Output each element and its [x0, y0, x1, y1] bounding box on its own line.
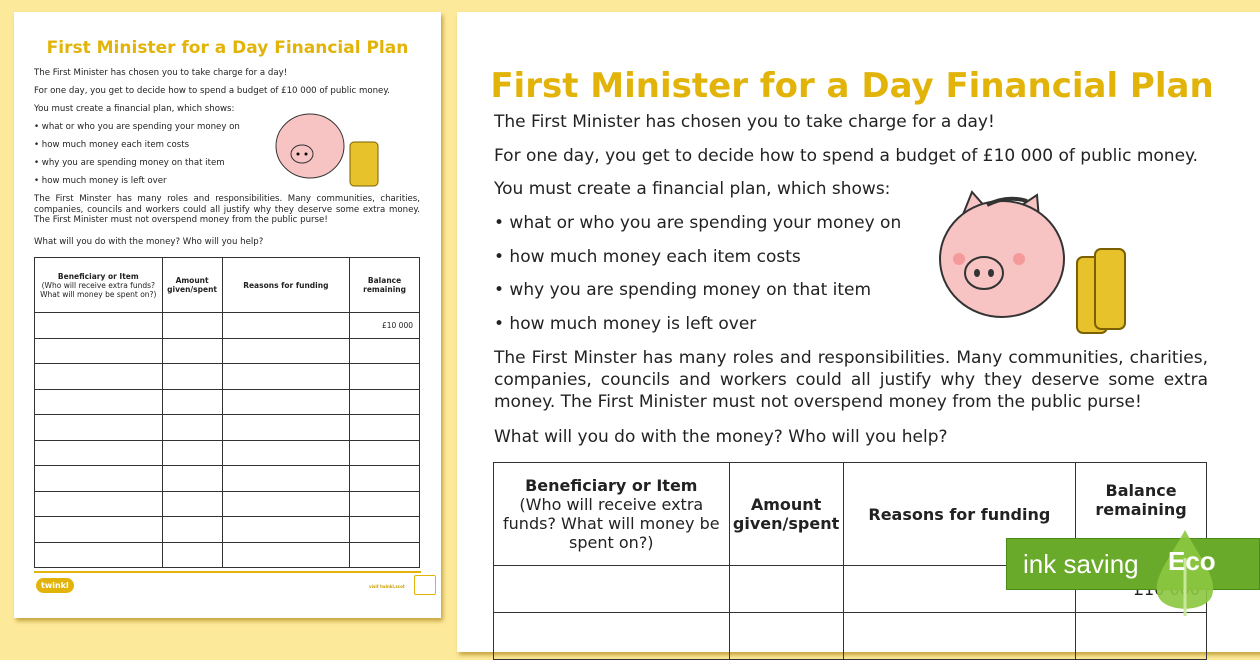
twinkl-logo: twinkl — [36, 578, 74, 593]
table-row — [494, 613, 1207, 660]
intro-line: The First Minister has chosen you to take charge for a day! — [494, 112, 995, 132]
question: What will you do with the money? Who will you help? — [494, 427, 948, 447]
header-beneficiary: Beneficiary or Item (Who will receive extra funds? What will money be spent on?) — [494, 463, 730, 566]
bullet: • what or who you are spending your money on — [494, 213, 902, 233]
header-reasons: Reasons for funding — [222, 258, 350, 313]
table-row — [35, 517, 420, 543]
worksheet-thumbnail — [14, 12, 441, 618]
header-beneficiary: Beneficiary or Item (Who will receive extra funds? What will money be spent on?) — [35, 258, 163, 313]
table-row — [35, 466, 420, 492]
visit-link: visit twinkl.scot — [369, 584, 405, 589]
bullet: • what or who you are spending your money on — [34, 122, 240, 132]
table-row — [35, 542, 420, 568]
footer-divider — [34, 571, 421, 573]
worksheet-title: First Minister for a Day Financial Plan — [46, 38, 409, 58]
intro-line: For one day, you get to decide how to spend a budget of £10 000 of public money. — [494, 146, 1199, 166]
bullet: • how much money each item costs — [494, 247, 801, 267]
bullet: • how much money is left over — [34, 176, 167, 186]
table-row — [35, 440, 420, 466]
table-row — [35, 389, 420, 415]
bullet: • how much money each item costs — [34, 140, 190, 150]
badge-icon — [414, 575, 436, 595]
table-row — [35, 415, 420, 441]
starting-balance: £10 000 — [350, 313, 420, 339]
eco-badge — [1006, 538, 1260, 590]
intro-line: You must create a financial plan, which shows: — [494, 179, 891, 199]
intro-line: You must create a financial plan, which shows: — [34, 104, 235, 114]
question: What will you do with the money? Who will you help? — [34, 237, 264, 247]
table-row — [35, 338, 420, 364]
eco-label: Eco — [1168, 546, 1216, 576]
financial-plan-table — [34, 257, 420, 568]
header-amount: Amount given/spent — [729, 463, 843, 566]
piggy-bank-icon — [272, 104, 392, 196]
table-row — [35, 313, 420, 339]
header-balance: Balance remaining — [350, 258, 420, 313]
header-amount: Amount given/spent — [162, 258, 222, 313]
intro-line: For one day, you get to decide how to spend a budget of £10 000 of public money. — [34, 86, 390, 96]
bullet: • how much money is left over — [494, 314, 757, 334]
header-reasons: Reasons for funding — [843, 463, 1076, 566]
intro-line: The First Minister has chosen you to take charge for a day! — [34, 68, 288, 78]
ink-saving-label: ink saving — [1023, 549, 1139, 579]
table-row — [35, 364, 420, 390]
table-row — [35, 491, 420, 517]
description-paragraph: The First Minster has many roles and responsibilities. Many communities, charities, companies, councils and workers could all justify why they deserve some extra money. The First Minister must not overspend money from the public purse! — [34, 194, 420, 225]
header-balance: Balance remaining — [1076, 463, 1207, 566]
description-paragraph: The First Minster has many roles and responsibilities. Many communities, charities, companies, councils and workers could all justify why they deserve some extra money. The First Minister must not overspend money from the public purse! — [494, 348, 1208, 412]
bullet: • why you are spending money on that item — [34, 158, 225, 168]
piggy-bank-icon — [937, 187, 1147, 337]
bullet: • why you are spending money on that item — [494, 280, 872, 300]
worksheet-title-large: First Minister for a Day Financial Plan — [490, 66, 1214, 106]
